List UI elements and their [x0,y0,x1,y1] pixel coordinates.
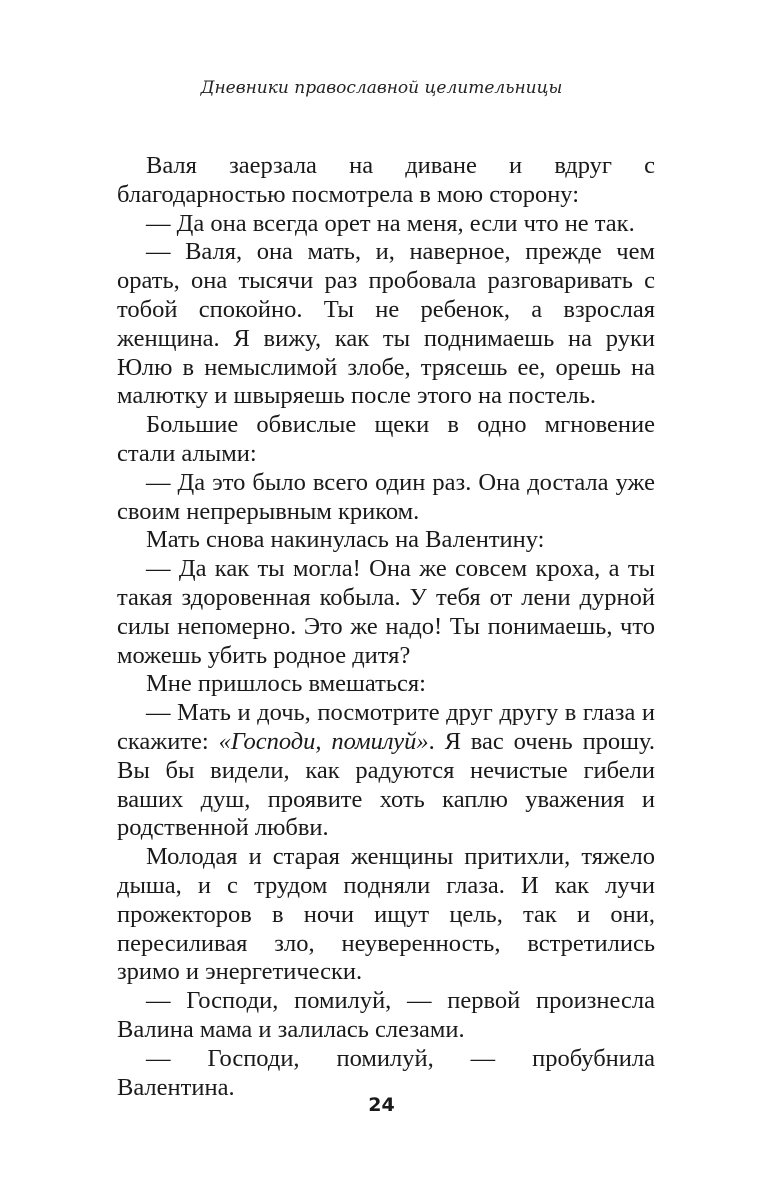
paragraph: Большие обвислые щеки в одно мгновение стали алыми: [117,411,655,467]
prayer-quote: «Господи, помилуй» [218,727,429,755]
paragraph: — Да как ты могла! Она же совсем кроха, а ты такая здоровенная кобыла. У тебя от лени дурной силы непомерно. Это же надо! Ты понимаешь, что можешь убить родное дитя? [117,555,655,669]
paragraph: — Да она всегда орет на меня, если что не так. [146,209,635,237]
paragraph: — Да это было всего один раз. Она достала уже своим непрерывным криком. [117,468,655,525]
paragraph: Мать снова накинулась на Валентину: [146,526,545,554]
paragraph: Валя заерзала на диване и вдруг с благодарностью посмотрела в мою сторону: [117,152,655,208]
body-text [117,152,655,1102]
paragraph: Мне пришлось вмешаться: [146,670,426,698]
paragraph: — Господи, помилуй, — пробубнила Валентина. [117,1044,655,1101]
running-header: Дневники православной целительницы [200,78,563,98]
paragraph-text: . Я вас очень прошу. Вы бы видели, как радуются нечистые гибели ваших душ, проявите хоть каплю уважения и родственной любви. [117,727,655,842]
paragraph [117,699,655,843]
paragraph: — Господи, помилуй, — первой произнесла Валина мама и залилась слезами. [117,987,655,1043]
paragraph-text: — Мать и дочь, посмотрите друг другу в глаза и скажите: [117,699,655,755]
paragraph: Молодая и старая женщины притихли, тяжело дыша, и с трудом подняли глаза. И как лучи прожекторов в ночи ищут цель, так и они, пересиливая зло, неуверенность, встретились зримо и энергетически. [117,843,655,986]
paragraph: — Валя, она мать, и, наверное, прежде чем орать, она тысячи раз пробовала разговаривать с тобой спокойно. Ты не ребенок, а взрослая женщина. Я вижу, как ты поднимаешь на руки Юлю в немыслимой злобе, трясешь ее, орешь на малютку и швыряешь после этого на постель. [117,238,655,410]
page-number: 24 [368,1094,395,1116]
